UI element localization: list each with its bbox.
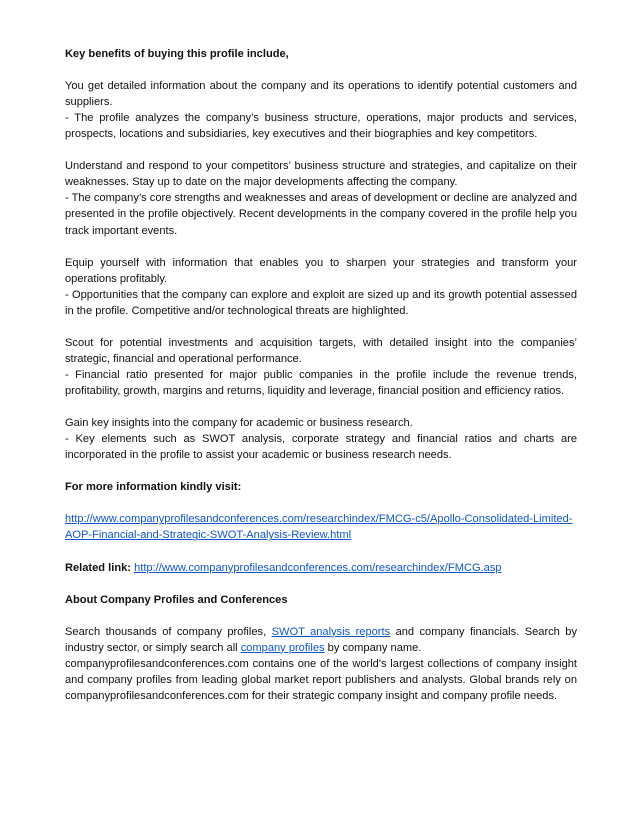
benefit-5-detail: - Key elements such as SWOT analysis, corporate strategy and financial ratios and charts are incorporated in the profile to assist your academic or business research needs. [65, 433, 577, 462]
related-link-paragraph [65, 560, 577, 576]
about-heading: About Company Profiles and Conferences [65, 593, 288, 606]
benefit-3-main: Equip yourself with information that enables you to sharpen your strategies and transform your operations profitably. [65, 256, 577, 285]
benefit-paragraph-4 [65, 335, 577, 399]
benefit-5-main: Gain key insights into the company for academic or business research. [65, 417, 413, 430]
benefit-paragraph-1 [65, 78, 577, 142]
about-text-2: and company financials. Search by industry sector, or simply search all [65, 625, 577, 654]
about-text-3: by company name. [324, 641, 422, 654]
related-link-label: Related link: [65, 561, 131, 574]
about-text-1: Search thousands of company profiles, [65, 625, 272, 638]
related-link[interactable]: http://www.companyprofilesandconferences.com/researchindex/FMCG.asp [134, 561, 502, 574]
benefit-4-detail: - Financial ratio presented for major public companies in the profile include the revenue trends, profitability, growth, margins and returns, liquidity and leverage, financial position and efficiency ratios. [65, 368, 577, 397]
benefit-1-detail: - The profile analyzes the company’s business structure, operations, major products and services, prospects, locations and subsidiaries, key executives and their biographies and key competitors. [65, 112, 577, 141]
benefit-2-main: Understand and respond to your competitors’ business structure and strategies, and capitalize on their weaknesses. Stay up to date on the major developments affecting the company. [65, 160, 577, 189]
benefit-paragraph-5 [65, 415, 577, 463]
more-info-heading: For more information kindly visit: [65, 481, 242, 494]
about-paragraph [65, 624, 577, 704]
more-info-link-paragraph [65, 511, 577, 543]
swot-reports-link[interactable]: SWOT analysis reports [271, 625, 391, 638]
benefit-2-detail: - The company’s core strengths and weaknesses and areas of development or decline are analyzed and presented in the profile objectively. Recent developments in the company covered in the profile help you track important events. [65, 192, 577, 237]
document-page [65, 46, 577, 720]
more-info-link[interactable]: http://www.companyprofilesandconferences.com/researchindex/FMCG-c5/Apollo-Consolidated-Limited-AOP-Financial-and-Strategic-SWOT-Analysis-Review.html [65, 513, 573, 542]
benefit-4-main: Scout for potential investments and acquisition targets, with detailed insight into the companies’ strategic, financial and operational performance. [65, 336, 577, 365]
about-text-4: companyprofilesandconferences.com contains one of the world's largest collections of company insight and company profiles from leading global market report publishers and analysts. Global brands rely on companyprofilesandconferences.com for their strategic company insight and company profile needs. [65, 657, 577, 702]
benefit-paragraph-3 [65, 255, 577, 319]
benefit-paragraph-2 [65, 158, 577, 238]
benefit-1-main: You get detailed information about the company and its operations to identify potential customers and suppliers. [65, 80, 577, 109]
benefit-3-detail: - Opportunities that the company can explore and exploit are sized up and its growth potential assessed in the profile. Competitive and/or technological threats are highlighted. [65, 288, 577, 317]
benefits-heading: Key benefits of buying this profile include, [65, 48, 289, 60]
company-profiles-link[interactable]: company profiles [240, 641, 325, 654]
